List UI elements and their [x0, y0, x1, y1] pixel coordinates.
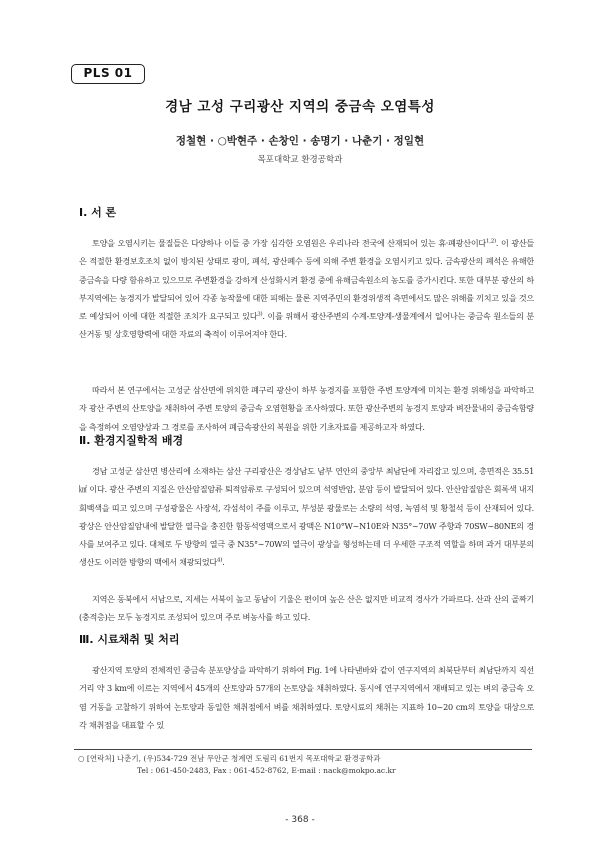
footnote-line: ○ [연락처] 나춘기, (우)534-729 전남 무안군 청계면 도림리 61번지 목포대학교 환경공학과: [78, 754, 381, 763]
footnote-line: Tel : 061-450-2483, Fax : 061-452-8762, E-mail : nack@mokpo.ac.kr: [137, 766, 396, 775]
page-number: - 368 -: [285, 815, 315, 825]
contact-footnote: [78, 753, 533, 777]
paragraph: 따라서 본 연구에서는 고성군 삼산면에 위치한 폐구리 광산이 하부 농경지를 포함한 주변 토양계에 미치는 환경 위해성을 파악하고자 광산 주변의 산토양을 채취하여 주변 토양의 중금속 오염현황을 조사하였다. 또한 광산주변의 농경지 토양과 벼잔물내의 중금속함량을 측정하여 오염양상과 그 경로를 조사하여 폐금속광산의 복원을 위한 기초자료를 제공하고자 하였다.: [79, 385, 534, 432]
paragraph: 경남 고성군 삼산면 병산리에 소재하는 삼산 구리광산은 경상남도 남부 연안의 중앙부 최남단에 자리잡고 있으며, 총면적은 35.51㎢ 이다. 광산 주변의 지질은 안산암질암류 퇴적암류로 구성되어 있으며 석영반암, 분암 등이 발달되어 있다. 안산암질암은 회록색 내지 회백색을 띠고 있으며 구성광물은 사장석, 각섬석이 주를 이루고, 부성분 광물로는 소량의 석영, 녹염석 및 황철석 등이 산재되어 있다. 광상은 안산암질암내에 발달한 열극을 충진한 함동석영맥으로서 광맥은 N10°W∼N10E와 N35°∼70W 주향과 70SW∼80NE의 경사를 보여주고 있다. 대체로 두 방향의 열극 중 N35°∼70W의 열극이 광상을 형성하는데 더 우세한 구조적 역할을 하며 과거 대부분의 생산도 이러한 방향의 맥에서 채광되었다$^{4)}$.: [79, 466, 534, 568]
citation: 3): [257, 311, 263, 318]
citation: 1,2): [485, 238, 496, 245]
section-heading-sampling: Ⅲ. 시료채취 및 처리: [79, 633, 180, 646]
paragraph: 지역은 동북에서 서남으로, 지세는 서북이 높고 동남이 기울은 편이며 높은 산은 없지만 비교적 경사가 가파르다. 산과 산의 골짜기(충적층)는 모두 농경지로 조성되어 있으며 주로 벼농사를 하고 있다.: [79, 594, 534, 623]
session-badge: PLS 01: [71, 64, 145, 84]
paragraph: 토양을 오염시키는 물질들은 다양하나 이들 중 가장 심각한 오염원은 우리나라 전국에 산재되어 있는 휴·폐광산이다$^{1,2)}$. 이 광산들은 적절한 환경보호조치 없이 방치된 상태로 광미, 폐석, 광산폐수 등에 의해 주변 환경을 오염시키고 있다. 금속광산의 폐석은 유해한 중금속을 다량 함유하고 있으므로 주변환경을 강하게 산성화시켜 환경 중에 유해금속원소의 농도를 증가시킨다. 또한 대부분 광산의 하부지역에는 농경지가 발달되어 있어 각종 농작물에 대한 피해는 물론 지역주민의 환경위생적 측면에서도 많은 위해를 끼치고 있을 것으로 예상되어 이에 대한 적절한 조치가 요구되고 있다$^{3)}$. 이를 위해서 광산주변의 수계-토양계-생물계에서 일어나는 중금속 원소들의 분산거동 및 상호영향력에 대한 자료의 축적이 이루어져야 한다.: [79, 238, 535, 340]
citation: 4): [216, 557, 223, 564]
paragraph: 광산지역 토양의 전체적인 중금속 분포양상을 파악하기 위하여 Fig. 1에 나타낸바와 같이 연구지역의 최북단부터 최남단까지 직선거리 약 3 km에 이르는 지역에서 45개의 산토양과 57개의 논토양을 채취하였다. 동시에 연구지역에서 재배되고 있는 벼의 중금속 오염 거동을 고찰하기 위하여 논토양과 동일한 채취점에서 벼를 채취하였다. 토양시료의 채취는 지표하 10∼20 cm의 토양을 대상으로 각 채취점을 대표할 수 있: [79, 665, 534, 730]
affiliation: 목포대학교 환경공학과: [257, 155, 343, 165]
footnote-divider: [74, 749, 532, 750]
section-heading-geology: Ⅱ. 환경지질학적 배경: [79, 434, 184, 447]
paper-title: 경남 고성 구리광산 지역의 중금속 오염특성: [165, 99, 435, 115]
section-heading-introduction: Ⅰ. 서 론: [79, 206, 117, 219]
author-list: 정철현 · ○박현주 · 손창인 · 송명기 · 나춘기 · 정일현: [175, 135, 425, 147]
